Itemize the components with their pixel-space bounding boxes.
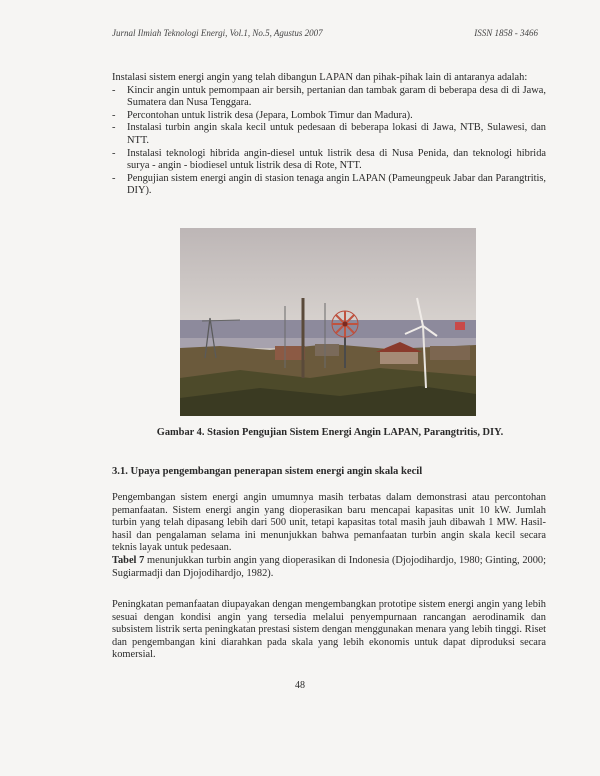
- figure-caption: Gambar 4. Stasion Pengujian Sistem Energi Angin LAPAN, Parangtritis, DIY.: [156, 427, 504, 438]
- table-reference: [112, 555, 546, 580]
- page-number: 48: [295, 680, 305, 691]
- figure-photo: [180, 228, 476, 416]
- section-paragraph-1: [112, 492, 546, 580]
- installation-list: [112, 85, 546, 198]
- list-item: - Instalasi turbin angin skala kecil untuk pedesaan di beberapa lokasi di Jawa, NTB, Sulawesi, dan NTT.: [112, 122, 546, 146]
- paragraph: Pengembangan sistem energi angin umumnya masih terbatas dalam demonstrasi atau percontohan pemanfaatan. Sistem energi angin yang dioperasikan baru mencapai kapasitas unit 10 kW. Jumlah turbin yang telah dipasang lebih dari 500 unit, tetapi kapasitas total masih jauh dibawah 1 MW. Hasil-hasil dan pengalaman selama ini menunjukkan bahwa pemanfaatan turbin angin skala kecil secara teknis layak untuk pedesaan.: [112, 492, 546, 554]
- list-item: - Instalasi teknologi hibrida angin-diesel untuk listrik desa di Nusa Penida, dan teknologi hibrida surya - angin - biodiesel untuk listrik desa di Rote, NTT.: [112, 147, 546, 172]
- list-item: - Percontohan untuk listrik desa (Jepara, Lombok Timur dan Madura).: [112, 109, 413, 121]
- section-paragraph-2: [112, 599, 546, 662]
- list-item: - Pengujian sistem energi angin di stasion tenaga angin LAPAN (Pameungpeuk Jabar dan Parangtritis, DIY).: [112, 172, 546, 197]
- table-ref-text: menunjukkan turbin angin yang dioperasikan di Indonesia (Djojodihardjo, 1980; Ginting, 2000; Sugiarmadji dan Djojodihardjo, 1982).: [112, 554, 546, 579]
- intro-lead: Instalasi sistem energi angin yang telah dibangun LAPAN dan pihak-pihak lain di antaranya adalah:: [112, 72, 528, 83]
- table-ref-label: Tabel 7: [112, 554, 145, 566]
- list-item: - Kincir angin untuk pemompaan air bersih, pertanian dan tambak garam di beberapa desa di di Jawa, Sumatera dan Nusa Tenggara.: [112, 84, 546, 109]
- section-title: 3.1. Upaya pengembangan penerapan sistem energi angin skala kecil: [112, 466, 423, 477]
- journal-title: Jurnal Ilmiah Teknologi Energi, Vol.1, No.5, Agustus 2007: [112, 28, 323, 38]
- issn: ISSN 1858 - 3466: [474, 28, 538, 38]
- wind-station-photo: [180, 228, 476, 416]
- paragraph: Peningkatan pemanfaatan diupayakan dengan mengembangkan prototipe sistem energi angin yang lebih sesuai dengan kondisi angin yang tersedia melalui penyempurnaan rancangan aerodinamik dan subsistem listrik serta peningkatan prestasi sistem dengan menggunakan menara yang lebih tinggi. Riset dan pengembangan kini diarahkan pada skala yang lebih ekonomis untuk dapat diproduksi secara komersial.: [112, 599, 546, 661]
- intro-block: [112, 72, 546, 198]
- running-header: [112, 28, 538, 38]
